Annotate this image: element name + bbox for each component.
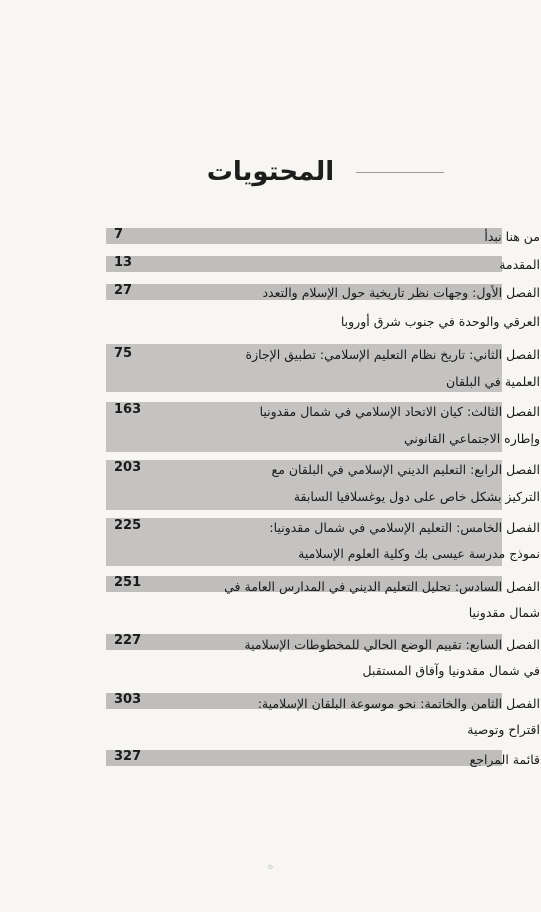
toc-page-number: 203 [114,460,142,475]
toc-entry-line: العلمية في البلقان [446,374,540,389]
toc-entry-line: الفصل الأول: وجهات نظر تاريخية حول الإسلام والتعدد [262,285,540,300]
toc-page-number: 27 [114,283,133,298]
toc-page-number: 327 [114,749,142,764]
toc-entry-line: الفصل الثامن والخاتمة: نحو موسوعة البلقان الإسلامية: [257,696,540,711]
toc-page-number: 303 [114,692,142,707]
toc-entry-line: شمال مقدونيا [468,605,540,620]
toc-page-number: 163 [114,402,142,417]
toc-entry-line: الفصل السادس: تحليل التعليم الديني في المدارس العامة في [224,579,540,594]
toc-entry-line: من هنا نبدأ [484,229,540,244]
toc-entry-line: المقدمة [499,257,540,272]
page-footer-number: ه [267,858,274,872]
toc-entry-line: العرقي والوحدة في جنوب شرق أوروبا [340,314,540,329]
toc-page-number: 7 [114,227,124,242]
toc-page-number: 251 [114,575,142,590]
toc-page-number: 227 [114,633,142,648]
toc-page-number: 13 [114,255,133,270]
toc-entry-line: الفصل الثالث: كيان الاتحاد الإسلامي في شمال مقدونيا [259,404,540,419]
toc-entry-line: في شمال مقدونيا وآفاق المستقبل [362,663,540,678]
toc-entry-line: اقتراح وتوصية [467,722,540,737]
toc-page-number: 75 [114,346,133,361]
toc-page-number: 225 [114,518,142,533]
toc-entry-line: قائمة المراجع [469,752,540,767]
toc-entry-line: الفصل الرابع: التعليم الديني الإسلامي في البلقان مع [271,462,540,477]
toc-entry-line: نموذج مدرسة عيسى بك وكلية العلوم الإسلامية [298,546,540,561]
page-title: المحتويات [206,157,335,187]
toc-entry-line: الفصل الخامس: التعليم الإسلامي في شمال مقدونيا: [269,520,540,535]
toc-entry-line: التركيز بشكل خاص على دول يوغسلافيا السابقة [293,489,540,504]
toc-entry-line: الفصل الثاني: تاريخ نظام التعليم الإسلامي: تطبيق الإجازة [245,347,540,362]
toc-entry-line: الفصل السابع: تقييم الوضع الحالي للمخطوطات الإسلامية [244,637,540,652]
toc-entry-line: وإطاره الاجتماعي القانوني [403,431,540,446]
